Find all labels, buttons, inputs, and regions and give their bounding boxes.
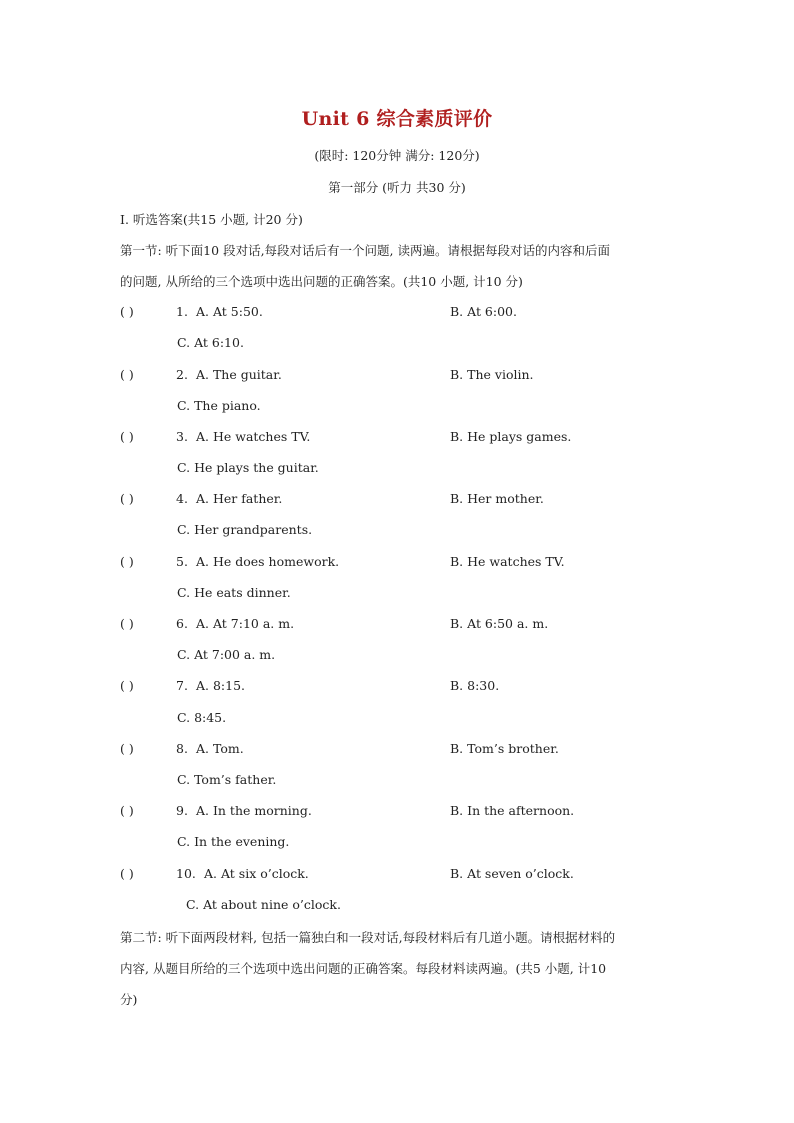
- option-c: C. Her grandparents.: [177, 522, 313, 537]
- question-row: [120, 678, 680, 698]
- document-title: Unit 6 综合素质评价: [301, 108, 493, 130]
- option-b: B. In the afternoon.: [450, 803, 575, 818]
- option-b: B. The violin.: [450, 367, 534, 382]
- option-a: A. At six o’clock.: [204, 866, 309, 881]
- option-a: A. The guitar.: [196, 367, 282, 382]
- option-a: A. 8:15.: [196, 678, 246, 693]
- answer-blank: ( ): [120, 678, 134, 693]
- option-c: C. He plays the guitar.: [177, 460, 319, 475]
- question-row: [120, 803, 680, 823]
- question-row: [120, 491, 680, 511]
- question-number: 2.: [176, 367, 188, 382]
- question-number: 6.: [176, 616, 188, 631]
- option-b: B. At 6:50 a. m.: [450, 616, 549, 631]
- answer-blank: ( ): [120, 866, 134, 881]
- option-c: C. At about nine o’clock.: [186, 897, 341, 912]
- option-a: A. He watches TV.: [196, 429, 311, 444]
- question-row: [120, 304, 680, 324]
- question-number: 10.: [176, 866, 196, 881]
- section1-instructions-line2: 的问题, 从所给的三个选项中选出问题的正确答案。(共10 小题, 计10 分): [120, 274, 523, 289]
- option-c: C. At 7:00 a. m.: [177, 647, 276, 662]
- question-number: 8.: [176, 741, 188, 756]
- answer-blank: ( ): [120, 367, 134, 382]
- question-row: [120, 616, 680, 636]
- question-number: 3.: [176, 429, 188, 444]
- question-number: 5.: [176, 554, 188, 569]
- option-a: A. Tom.: [196, 741, 244, 756]
- answer-blank: ( ): [120, 304, 134, 319]
- time-limit: (限时: 120分钟 满分: 120分): [314, 148, 480, 163]
- question-row: [120, 554, 680, 574]
- option-b: B. Tom’s brother.: [450, 741, 559, 756]
- option-c: C. He eats dinner.: [177, 585, 291, 600]
- section2-instructions-line3: 分): [120, 992, 138, 1007]
- question-number: 1.: [176, 304, 188, 319]
- answer-blank: ( ): [120, 616, 134, 631]
- answer-blank: ( ): [120, 491, 134, 506]
- option-b: B. 8:30.: [450, 678, 500, 693]
- option-c: C. In the evening.: [177, 834, 290, 849]
- question-row: [120, 367, 680, 387]
- question-row: [120, 429, 680, 449]
- part-heading: 第一部分 (听力 共30 分): [328, 180, 466, 195]
- option-c: C. 8:45.: [177, 710, 227, 725]
- answer-blank: ( ): [120, 554, 134, 569]
- option-b: B. He plays games.: [450, 429, 572, 444]
- option-a: A. At 7:10 a. m.: [196, 616, 295, 631]
- option-b: B. He watches TV.: [450, 554, 565, 569]
- question-number: 7.: [176, 678, 188, 693]
- option-a: A. He does homework.: [196, 554, 340, 569]
- answer-blank: ( ): [120, 803, 134, 818]
- option-a: A. In the morning.: [196, 803, 312, 818]
- answer-blank: ( ): [120, 429, 134, 444]
- section2-instructions-line2: 内容, 从题目所给的三个选项中选出问题的正确答案。每段材料读两遍。(共5 小题, 计10: [120, 961, 607, 976]
- option-a: A. Her father.: [196, 491, 283, 506]
- option-a: A. At 5:50.: [196, 304, 263, 319]
- question-row: [120, 741, 680, 761]
- option-c: C. Tom’s father.: [177, 772, 277, 787]
- section1-instructions-line1: 第一节: 听下面10 段对话,每段对话后有一个问题, 读两遍。请根据每段对话的内容和后面: [120, 243, 610, 258]
- answer-blank: ( ): [120, 741, 134, 756]
- option-b: B. At seven o’clock.: [450, 866, 574, 881]
- option-b: B. At 6:00.: [450, 304, 517, 319]
- option-c: C. At 6:10.: [177, 335, 244, 350]
- question-number: 9.: [176, 803, 188, 818]
- option-c: C. The piano.: [177, 398, 261, 413]
- section-heading: I. 听选答案(共15 小题, 计20 分): [120, 212, 303, 227]
- section2-instructions-line1: 第二节: 听下面两段材料, 包括一篇独白和一段对话,每段材料后有几道小题。请根据材料的: [120, 930, 616, 945]
- question-row: [120, 866, 680, 886]
- question-number: 4.: [176, 491, 188, 506]
- option-b: B. Her mother.: [450, 491, 544, 506]
